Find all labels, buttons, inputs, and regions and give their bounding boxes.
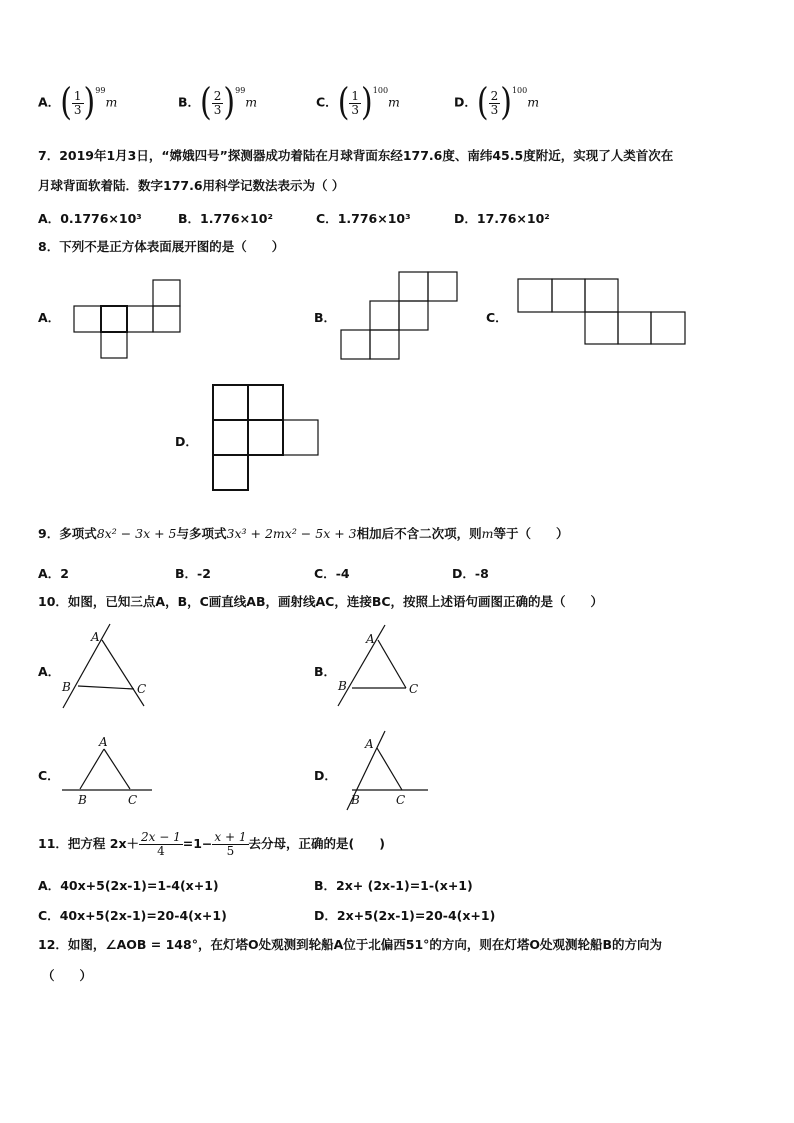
q10-stem: 10．如图，已知三点A，B，C画直线AB，画射线AC，连接BC，按照上述语句画图正确的是（ ） [38, 594, 604, 609]
q6-option-d: D．( $\frac{2}{3}$ )$^{100}$m [454, 80, 540, 125]
q10-label-d: D． [314, 768, 337, 783]
q11-option-c: C．40x+5(2x-1)=20-4(x+1) [38, 908, 227, 923]
fig-b-point-a: A [366, 632, 375, 646]
q8-label-b: B． [314, 310, 337, 325]
q6-option-c: C．( $\frac{1}{3}$ )$^{100}$m [316, 80, 400, 125]
q9-stem: 9．多项式8x² − 3x + 5与多项式3x³ + 2mx² − 5x + 3相加后不含二次项，则m等于（ ） [38, 526, 569, 541]
q10-label-a: A． [38, 664, 61, 679]
q9-option-d: D．-8 [452, 566, 489, 581]
fig-b-point-b: B [338, 679, 347, 693]
q10-figure-c [62, 749, 152, 790]
fig-d-point-b: B [351, 793, 360, 807]
fig-b-point-c: C [409, 682, 419, 696]
q7-stem-line2: 月球背面软着陆．数字177.6用科学记数法表示为（ ） [38, 178, 345, 193]
fig-c-point-b: B [78, 793, 87, 807]
q9-polynomial-2: 3x³ + 2mx² − 5x + 3 [226, 526, 357, 541]
q11-option-b: B．2x+ (2x-1)=1-(x+1) [314, 878, 473, 893]
q11-option-d: D．2x+5(2x-1)=20-4(x+1) [314, 908, 496, 923]
q7-stem-line1: 7．2019年1月3日，“嫦娥四号”探测器成功着陆在月球背面东经177.6度、南纬45.5度附近，实现了人类首次在 [38, 148, 674, 163]
q11-fraction-1: $\frac{2x - 1}{4}$ [141, 830, 181, 858]
q7-option-b: B．1.776×10² [178, 211, 273, 226]
q7-option-a: A．0.1776×10³ [38, 211, 142, 226]
q8-label-c: C． [486, 310, 508, 325]
fig-d-point-a: A [365, 737, 374, 751]
q9-option-a: A．2 [38, 566, 69, 581]
q9-option-b: B．-2 [175, 566, 211, 581]
q8-label-d: D． [175, 434, 198, 449]
q10-label-b: B． [314, 664, 337, 679]
q6-option-b: B．( $\frac{2}{3}$ )$^{99}$m [178, 80, 258, 125]
q10-figure-a [63, 624, 147, 708]
q7-option-d: D．17.76×10² [454, 211, 550, 226]
q12-stem-line1: 12．如图，∠AOB = 148°，在灯塔O处观测到轮船A位于北偏西51°的方向，则在灯塔O处观测轮船B的方向为 [38, 937, 663, 952]
q9-polynomial-1: 8x² − 3x + 5 [96, 526, 177, 541]
fig-a-point-b: B [62, 680, 71, 694]
fig-c-point-c: C [128, 793, 138, 807]
q11-stem: 11．把方程 2x＋ $\frac{2x - 1}{4}$ =1− $\frac{x + 1}{5}$ 去分母，正确的是( ) [38, 830, 385, 858]
q8-stem: 8．下列不是正方体表面展开图的是（ ） [38, 239, 285, 254]
q12-stem-line2: （ ） [42, 968, 93, 983]
q8-label-a: A． [38, 310, 61, 325]
q11-fraction-2: $\frac{x + 1}{5}$ [214, 830, 247, 858]
fig-a-point-c: C [137, 682, 147, 696]
fig-c-point-a: A [99, 735, 108, 749]
q6-option-a: A．( $\frac{1}{3}$ )$^{99}$m [38, 80, 118, 125]
q9-option-c: C．-4 [314, 566, 350, 581]
q10-label-c: C． [38, 768, 60, 783]
q7-option-c: C．1.776×10³ [316, 211, 411, 226]
q11-option-a: A．40x+5(2x-1)=1-4(x+1) [38, 878, 219, 893]
fig-a-point-a: A [91, 630, 100, 644]
fig-d-point-c: C [396, 793, 406, 807]
